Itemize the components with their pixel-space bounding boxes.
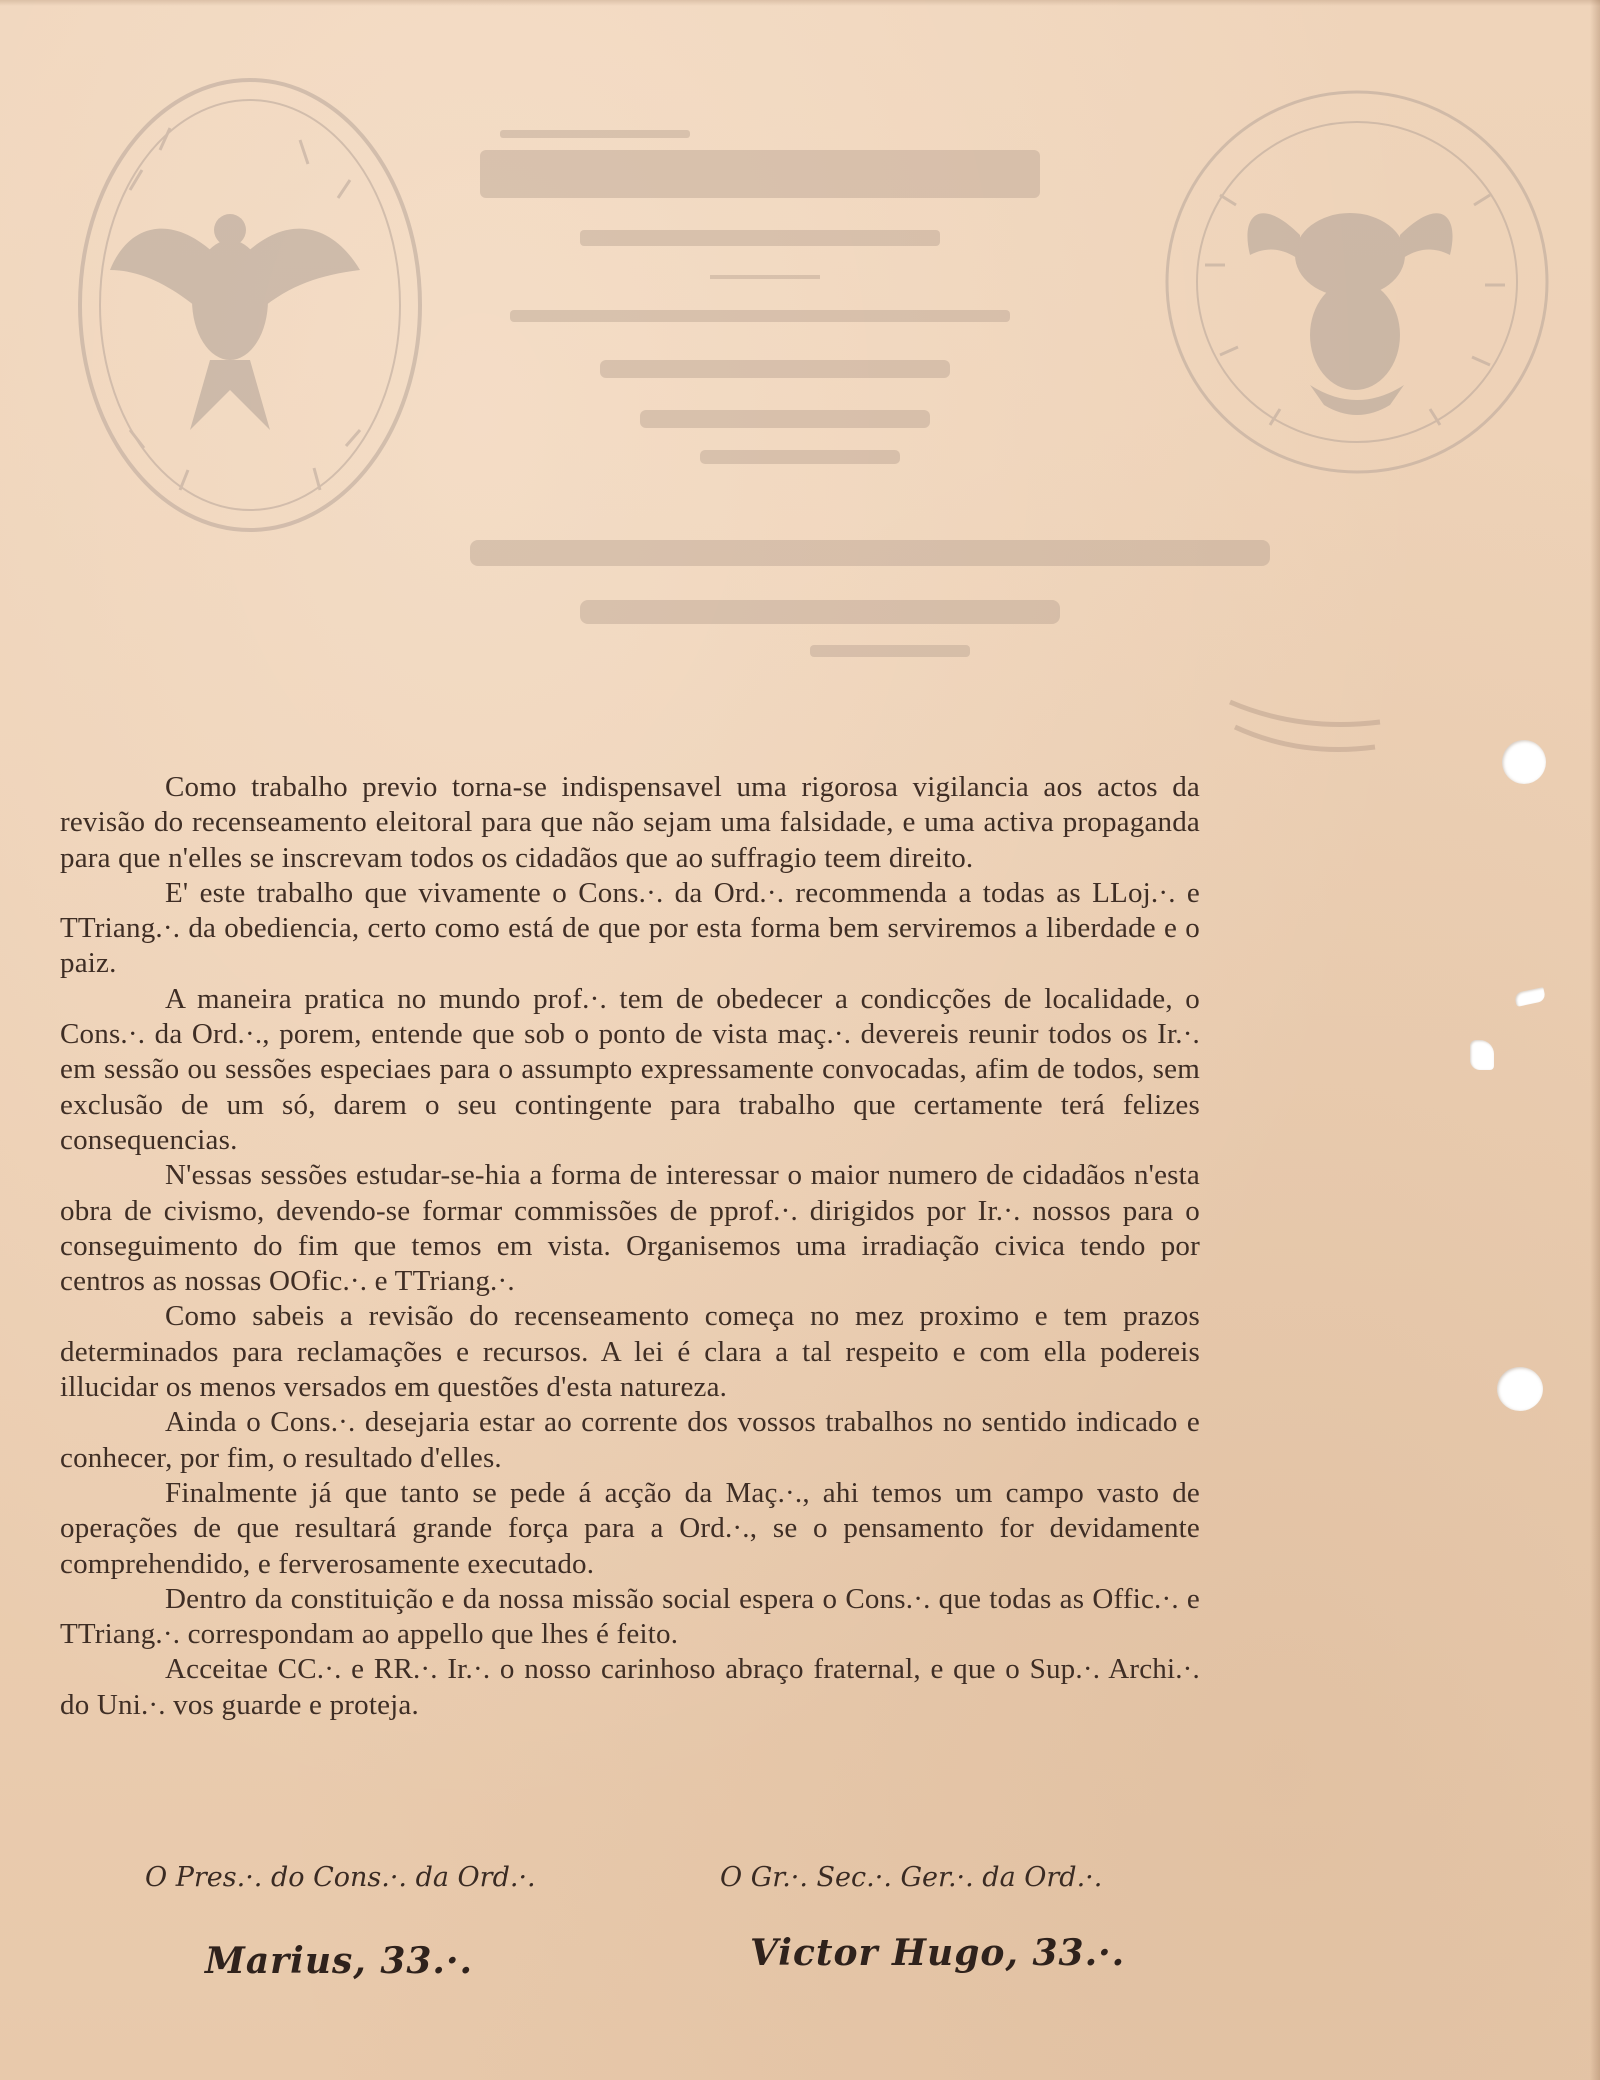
show-through-arms-seal-right (1160, 85, 1555, 480)
paper-fold-shadow (1590, 0, 1600, 2080)
signatory-title-president: O Pres.·. do Cons.·. da Ord.·. (145, 1862, 536, 1893)
paragraph: Dentro da constituição e da nossa missão social espera o Cons.·. que todas as Offic.·. e TTriang.·. correspondam ao appello que lhes é feito. (60, 1582, 1200, 1651)
punch-hole (1497, 1367, 1543, 1411)
paragraph: Finalmente já que tanto se pede á acção da Maç.·., ahi temos um campo vasto de operações de que resultará grande força para a Ord.·., se o pensamento for devidamente comprehendido, e ferverosamente executado. (60, 1476, 1200, 1580)
paragraph: Como trabalho previo torna-se indispensavel uma rigorosa vigilancia aos actos da revisão do recenseamento eleitoral para que não sejam uma falsidade, e uma activa propaganda para que n'elles se inscrevam todos os cidadãos que ao suffragio teem direito. (60, 771, 1200, 874)
show-through-address-line (470, 520, 1280, 660)
signature-name-secretary: Victor Hugo, 33.·. (750, 1932, 1126, 1974)
paper-tear (1514, 987, 1546, 1007)
paragraph: Como sabeis a revisão do recenseamento começa no mez proximo e tem prazos determinados para reclamações e recursos. A lei é clara a tal respeito e com ella podereis illucidar os menos versados em questões d'esta natureza. (60, 1300, 1200, 1404)
paragraph: N'essas sessões estudar-se-hia a forma de interessar o maior numero de cidadãos n'esta obra de civismo, devendo-se formar commissões de pprof.·. dirigidos por Ir.·. nossos para o conseguimento do fim que temos em vista. Organisemos uma irradiação civica tendo por centros as nossas OOfic.·. e TTriang.·. (60, 1159, 1200, 1298)
letter-body (60, 770, 1200, 1723)
signatory-title-secretary: O Gr.·. Sec.·. Ger.·. da Ord.·. (720, 1862, 1103, 1893)
show-through-eagle-seal-left (70, 70, 430, 540)
paragraph: Ainda o Cons.·. desejaria estar ao corrente dos vossos trabalhos no sentido indicado e conhecer, por fim, o resultado d'elles. (60, 1406, 1200, 1474)
punch-hole (1502, 740, 1546, 784)
paper-edge-shadow (0, 0, 1600, 6)
show-through-circular-stamp (1220, 672, 1390, 762)
signature-name-president: Marius, 33.·. (205, 1940, 474, 1982)
paragraph: Acceitae CC.·. e RR.·. Ir.·. o nosso carinhoso abraço fraternal, e que o Sup.·. Archi.·. do Uni.·. vos guarde e proteja. (60, 1653, 1200, 1721)
paper-tear (1470, 1040, 1494, 1070)
paragraph: E' este trabalho que vivamente o Cons.·. da Ord.·. recommenda a todas as LLoj.·. e TTriang.·. da obediencia, certo como está de que por esta forma bem serviremos a liberdade e o paiz. (60, 876, 1200, 980)
paragraph: A maneira pratica no mundo prof.·. tem de obedecer a condicções de localidade, o Cons.·. da Ord.·., porem, entende que sob o ponto de vista maç.·. devereis reunir todos os Ir.·. em sessão ou sessões especiaes para o assumpto expressamente convocadas, afim de todos, sem exclusão de um só, darem o seu contingente para trabalho que certamente terá felizes consequencias. (60, 982, 1200, 1156)
show-through-letterhead (440, 110, 1260, 490)
